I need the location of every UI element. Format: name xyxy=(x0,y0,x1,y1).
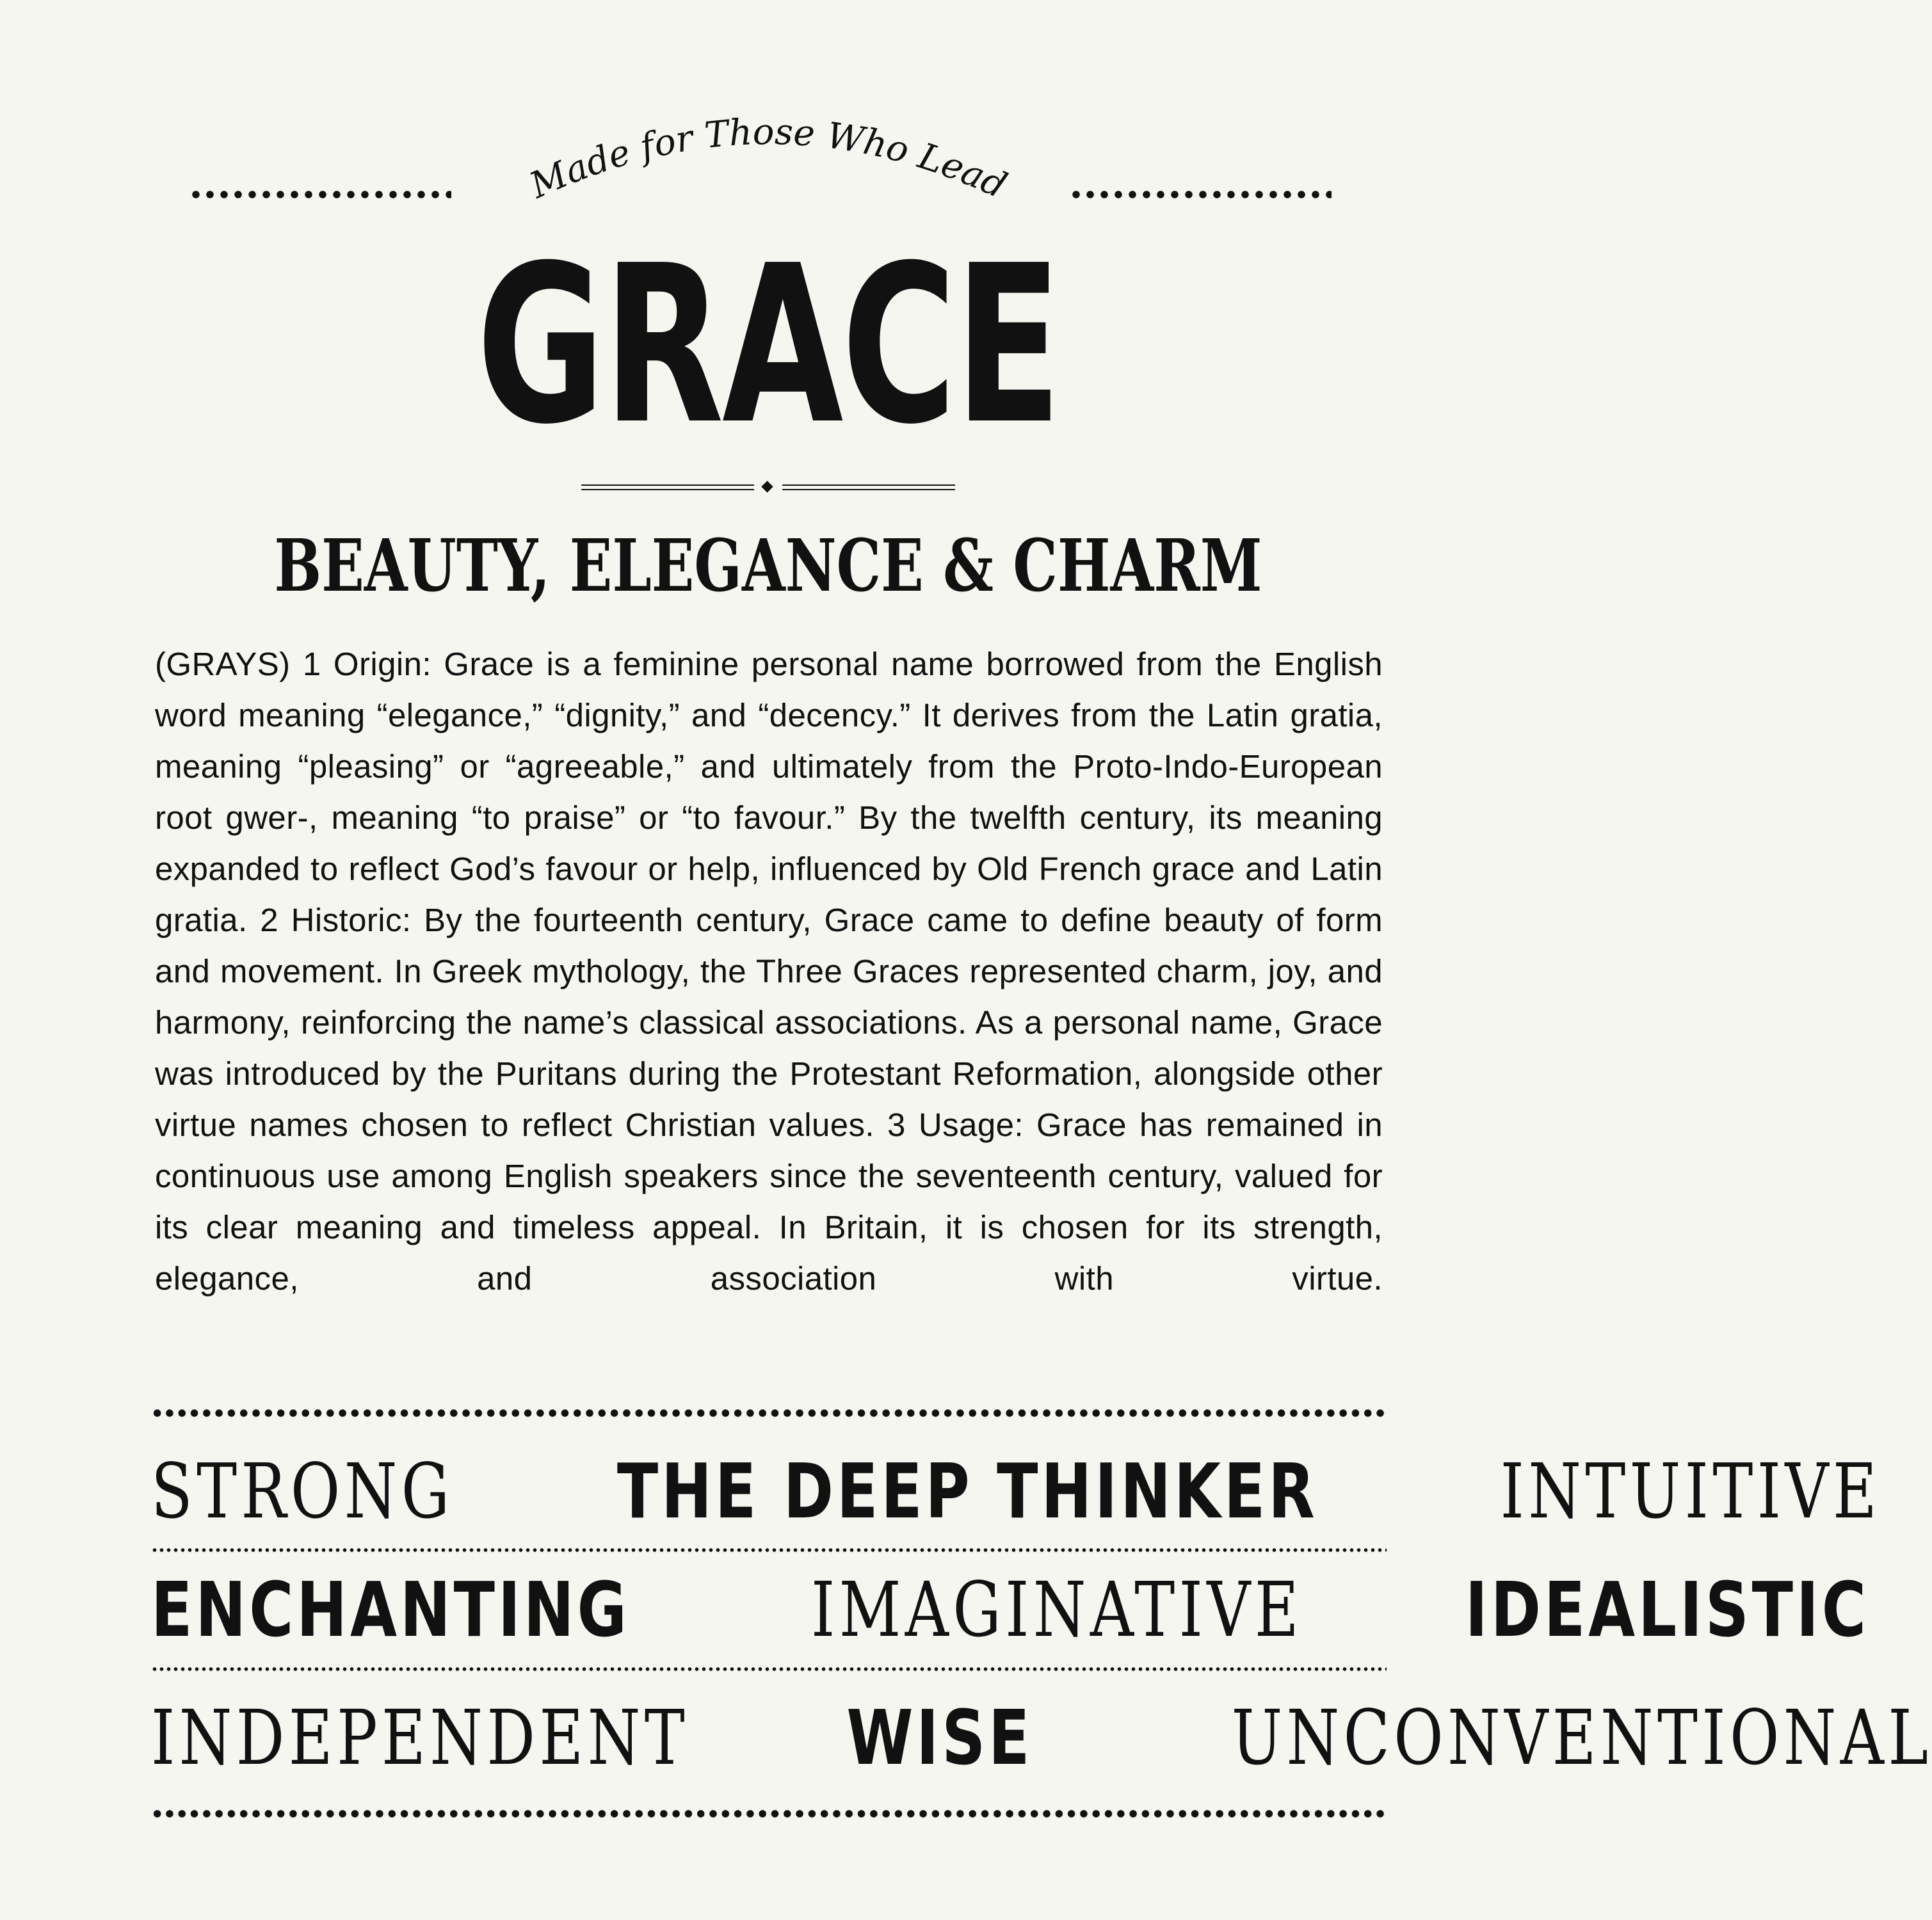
dotted-divider-top xyxy=(151,1408,1387,1418)
tagline-text xyxy=(523,111,1013,207)
dotted-rule-right xyxy=(1069,189,1332,200)
dotted-divider-row-2 xyxy=(151,1667,1387,1672)
dotted-divider-bottom xyxy=(151,1809,1387,1819)
dotted-divider-row-1 xyxy=(151,1548,1387,1553)
trait-enchanting: ENCHANTING xyxy=(151,1565,630,1654)
trait-the-deep-thinker: THE DEEP THINKER xyxy=(616,1447,1318,1535)
trait-row-1 xyxy=(151,1447,1881,1535)
trait-row-2 xyxy=(151,1565,1869,1654)
trait-row-3 xyxy=(151,1693,1932,1782)
ornament-line-right xyxy=(782,484,955,490)
trait-strong: STRONG xyxy=(151,1447,454,1535)
tagline-textpath: Made for Those Who Lead xyxy=(524,111,1013,207)
name-title: GRACE xyxy=(476,219,1060,472)
ornament-divider xyxy=(576,481,960,498)
trait-intuitive: INTUITIVE xyxy=(1500,1447,1881,1535)
trait-wise: WISE xyxy=(846,1693,1033,1782)
trait-imaginative: IMAGINATIVE xyxy=(810,1565,1303,1654)
tagline-row xyxy=(0,112,1536,221)
diamond-icon xyxy=(761,481,773,492)
dotted-rule-left xyxy=(189,189,451,200)
trait-unconventional: UNCONVENTIONAL xyxy=(1231,1693,1932,1782)
tagline-arc xyxy=(487,112,1050,221)
meaning-subtitle: BEAUTY, ELEGANCE & CHARM xyxy=(274,524,1262,608)
definition-paragraph: (GRAYS) 1 Origin: Grace is a feminine personal name borrowed from the English word meaning “elegance,” “dignity,” and “decency.” It derives from the Latin gratia, meaning “pleasing” or “agreeable,” and ultimately from the Proto-Indo-European root gwer-, meaning “to praise” or “to favour.” By the twelfth century, its meaning expanded to reflect God’s favour or help, influenced by Old French grace and Latin gratia. 2 Historic: By the fourteenth century, Grace came to define beauty of form and movement. In Greek mythology, the Three Graces represented charm, joy, and harmony, reinforcing the name’s classical associations. As a personal name, Grace was introduced by the Puritans during the Protestant Reformation, alongside other virtue names chosen to reflect Christian values. 3 Usage: Grace has remained in continuous use among English speakers since the seventeenth century, valued for its clear meaning and timeless appeal. In Britain, it is chosen for its strength, elegance, and association with virtue. xyxy=(155,646,1383,1297)
trait-idealistic: IDEALISTIC xyxy=(1465,1565,1869,1654)
ornament-line-left xyxy=(581,484,754,490)
trait-independent: INDEPENDENT xyxy=(151,1693,689,1782)
